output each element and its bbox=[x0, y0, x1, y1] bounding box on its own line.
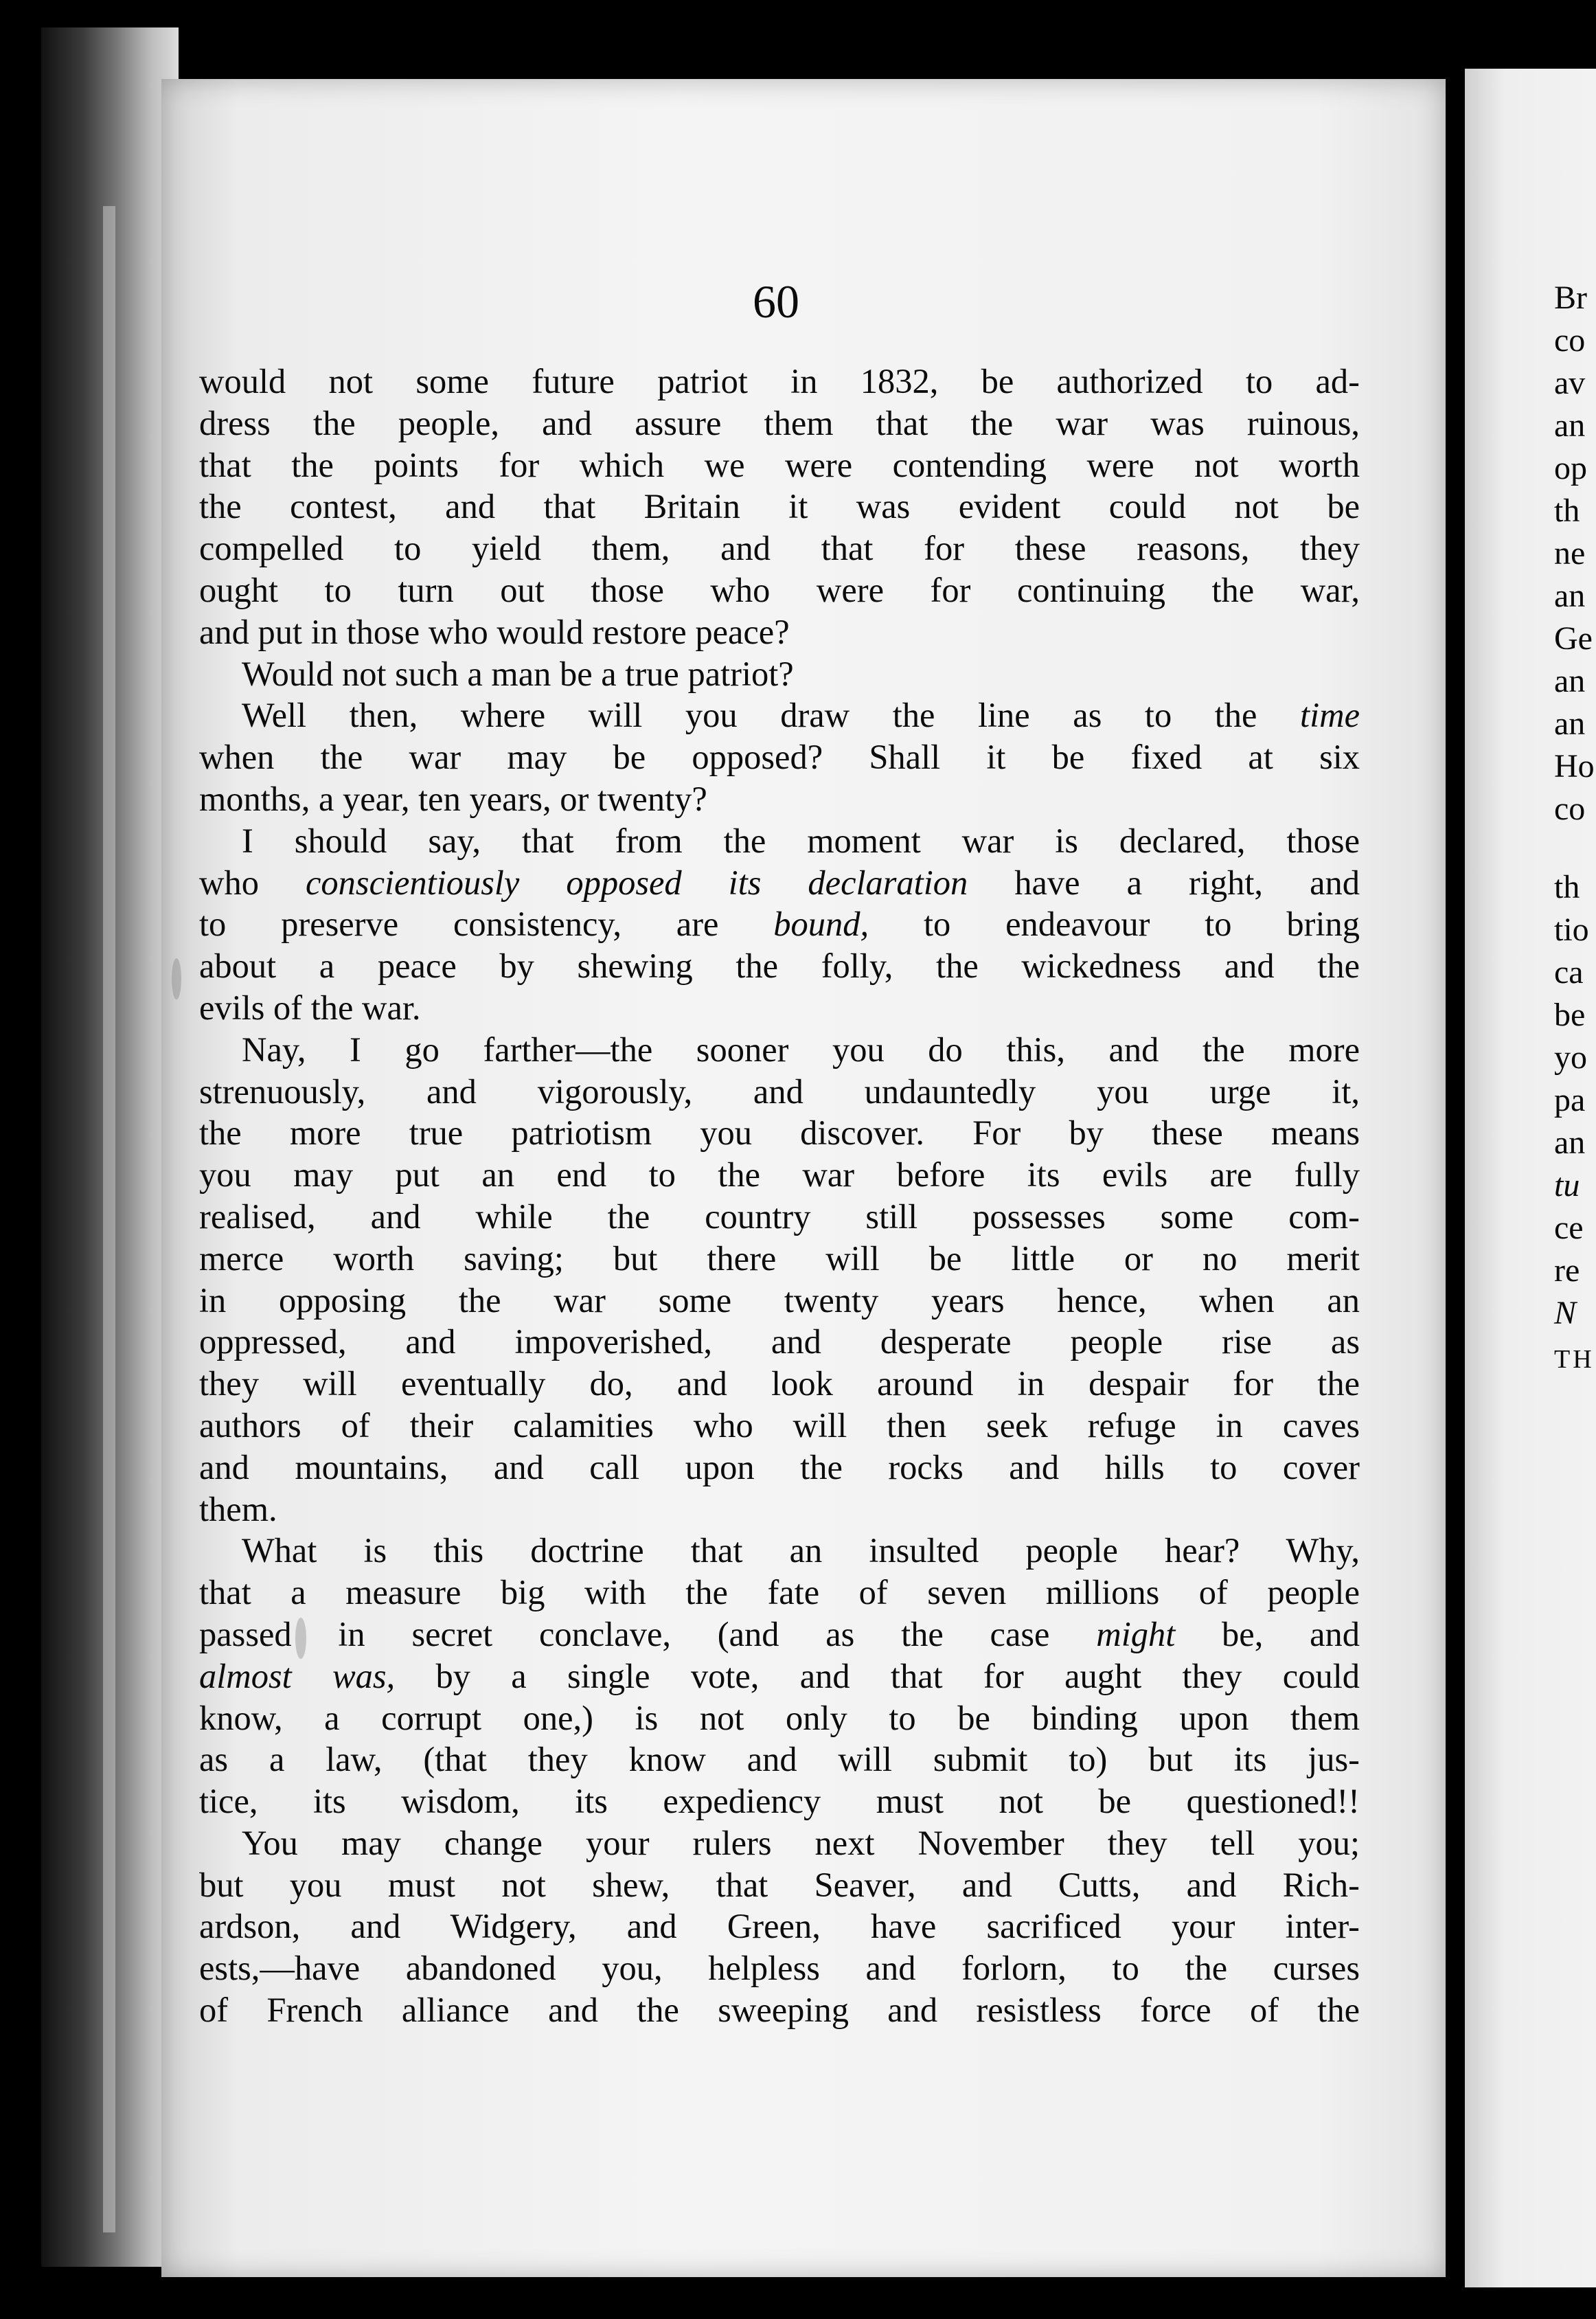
text-line-content: they will eventually do, and look around in despair for the bbox=[199, 1364, 1360, 1403]
text-line-content: and put in those who would restore peace? bbox=[199, 612, 790, 651]
text-line bbox=[199, 1071, 1360, 1113]
italic-phrase: almost was, bbox=[199, 1656, 396, 1695]
adjacent-page-text: an bbox=[1554, 705, 1586, 742]
text-line bbox=[199, 1614, 1360, 1655]
text-line-content: them. bbox=[199, 1489, 277, 1528]
text-line bbox=[199, 736, 1360, 778]
text-line bbox=[199, 1905, 1360, 1947]
page-smudge bbox=[172, 958, 181, 999]
text-line-content: months, a year, ten years, or twenty? bbox=[199, 779, 707, 818]
adjacent-page-text: ce bbox=[1554, 1210, 1584, 1246]
text-line-content: ardson, and Widgery, and Green, have sacrificed your inter- bbox=[199, 1907, 1360, 1946]
text-line-content: when the war may be opposed? Shall it be fixed at six bbox=[199, 738, 1360, 777]
text-line-content: dress the people, and assure them that the war was ruinous, bbox=[199, 403, 1360, 442]
text-line-content: the contest, and that Britain it was evident could not be bbox=[199, 487, 1360, 526]
text-line-content: compelled to yield them, and that for these reasons, they bbox=[199, 529, 1360, 568]
adjacent-page-text: av bbox=[1554, 365, 1586, 401]
text-line-content: who bbox=[199, 863, 306, 902]
text-line bbox=[199, 444, 1360, 486]
adjacent-page-text: be bbox=[1554, 997, 1586, 1033]
text-line-content: and mountains, and call upon the rocks and hills to cover bbox=[199, 1447, 1360, 1486]
text-line-content: by a single vote, and that for aught they could bbox=[395, 1656, 1360, 1695]
text-line-content: to preserve consistency, are bbox=[199, 905, 774, 944]
text-line bbox=[199, 1029, 1360, 1071]
text-line bbox=[199, 1238, 1360, 1280]
adjacent-page-text: tu bbox=[1554, 1167, 1580, 1203]
adjacent-page-text: an bbox=[1554, 407, 1586, 444]
text-line-content: tice, its wisdom, its expediency must not be questioned!! bbox=[199, 1782, 1360, 1821]
text-line bbox=[199, 1655, 1360, 1697]
text-line-content: authors of their calamities who will then seek refuge in caves bbox=[199, 1405, 1360, 1445]
adjacent-page-text: Br bbox=[1554, 280, 1587, 316]
text-line-content: as a law, (that they know and will submit to) but its jus- bbox=[199, 1740, 1360, 1779]
adjacent-page-text: an bbox=[1554, 663, 1586, 699]
text-line bbox=[199, 611, 1360, 653]
adjacent-page-text: co bbox=[1554, 322, 1586, 359]
text-line-content: I should say, that from the moment war is declared, those bbox=[242, 821, 1360, 860]
adjacent-page-text: re bbox=[1554, 1252, 1580, 1289]
adjacent-page-text: tio bbox=[1554, 912, 1589, 948]
text-line-content: have a right, and bbox=[968, 863, 1360, 902]
adjacent-page-text: ca bbox=[1554, 954, 1584, 991]
text-line bbox=[199, 987, 1360, 1029]
text-line-content: Well then, where will you draw the line as to the bbox=[242, 696, 1301, 735]
adjacent-page-text: th bbox=[1554, 869, 1580, 905]
text-line bbox=[199, 1864, 1360, 1906]
adjacent-page-fragment bbox=[1465, 69, 1596, 2287]
text-line-content: in opposing the war some twenty years hence, when an bbox=[199, 1280, 1360, 1320]
text-line-content: oppressed, and impoverished, and desperate people rise as bbox=[199, 1322, 1360, 1361]
text-line-content: passed in secret conclave, (and as the case bbox=[199, 1614, 1097, 1653]
adjacent-page-text: pa bbox=[1554, 1082, 1586, 1118]
page-number: 60 bbox=[753, 275, 799, 328]
text-line-content: ests,—have abandoned you, helpless and forlorn, to the curses bbox=[199, 1949, 1360, 1988]
text-line bbox=[199, 1363, 1360, 1405]
text-line bbox=[199, 778, 1360, 820]
text-line-content: What is this doctrine that an insulted people hear? Why, bbox=[242, 1531, 1360, 1570]
adjacent-page-text: TH bbox=[1554, 1345, 1595, 1374]
text-line bbox=[199, 1739, 1360, 1780]
adjacent-page-text: Ho bbox=[1554, 748, 1595, 784]
adjacent-page-text: an bbox=[1554, 1124, 1586, 1161]
text-line-content: Nay, I go farther—the sooner you do this, and the more bbox=[242, 1030, 1360, 1069]
text-line bbox=[199, 361, 1360, 403]
text-line-content: the more true patriotism you discover. For by these means bbox=[199, 1113, 1360, 1153]
text-line bbox=[199, 1196, 1360, 1238]
page-body-text bbox=[199, 361, 1360, 2031]
text-line bbox=[199, 403, 1360, 444]
text-line-content: would not some future patriot in 1832, be authorized to ad- bbox=[199, 362, 1360, 400]
text-line-content: that the points for which we were contending were not worth bbox=[199, 445, 1360, 484]
text-line bbox=[199, 903, 1360, 945]
text-line bbox=[199, 1489, 1360, 1530]
adjacent-page-text: N bbox=[1554, 1295, 1577, 1331]
adjacent-page-text: th bbox=[1554, 493, 1580, 529]
text-line bbox=[199, 1405, 1360, 1447]
adjacent-page-text: an bbox=[1554, 578, 1586, 614]
text-line bbox=[199, 1989, 1360, 2031]
text-line bbox=[199, 1947, 1360, 1989]
text-line-content: about a peace by shewing the folly, the wickedness and the bbox=[199, 947, 1360, 986]
text-line bbox=[199, 820, 1360, 862]
text-line-content: realised, and while the country still possesses some com- bbox=[199, 1197, 1360, 1236]
text-line-content: but you must not shew, that Seaver, and Cutts, and Rich- bbox=[199, 1865, 1360, 1904]
text-line bbox=[199, 1447, 1360, 1489]
text-line-content: of French alliance and the sweeping and resistless force of the bbox=[199, 1991, 1360, 2030]
text-line-content: You may change your rulers next November they tell you; bbox=[242, 1823, 1360, 1862]
adjacent-page-text: ne bbox=[1554, 535, 1586, 572]
text-line-content: Would not such a man be a true patriot? bbox=[242, 654, 794, 693]
text-line bbox=[199, 1530, 1360, 1572]
text-line bbox=[199, 694, 1360, 736]
text-line bbox=[199, 528, 1360, 569]
text-line bbox=[199, 653, 1360, 695]
page-gutter bbox=[1446, 55, 1465, 2281]
text-line bbox=[199, 1280, 1360, 1322]
text-line bbox=[199, 862, 1360, 904]
adjacent-page-text: Ge bbox=[1554, 620, 1593, 657]
text-line-content: evils of the war. bbox=[199, 988, 421, 1027]
text-line-content: strenuously, and vigorously, and undauntedly you urge it, bbox=[199, 1072, 1360, 1111]
text-line-content: merce worth saving; but there will be little or no merit bbox=[199, 1238, 1360, 1278]
book-edge-highlight bbox=[103, 206, 115, 2232]
text-line bbox=[199, 1154, 1360, 1196]
italic-phrase: conscientiously opposed its declaration bbox=[306, 863, 968, 902]
text-line bbox=[199, 1112, 1360, 1154]
text-line bbox=[199, 1572, 1360, 1614]
adjacent-page-text: yo bbox=[1554, 1039, 1587, 1076]
text-line bbox=[199, 1697, 1360, 1739]
text-line-content: ought to turn out those who were for continuing the war, bbox=[199, 570, 1360, 609]
text-line bbox=[199, 569, 1360, 611]
italic-phrase: might bbox=[1096, 1614, 1176, 1653]
text-line bbox=[199, 945, 1360, 987]
text-line-content: be, and bbox=[1175, 1614, 1360, 1653]
text-line bbox=[199, 1822, 1360, 1864]
text-line bbox=[199, 1780, 1360, 1822]
adjacent-page-text: op bbox=[1554, 450, 1587, 486]
italic-phrase: time bbox=[1300, 696, 1360, 735]
text-line-content: that a measure big with the fate of seven millions of people bbox=[199, 1573, 1360, 1612]
text-line bbox=[199, 486, 1360, 528]
italic-phrase: bound, bbox=[773, 905, 869, 944]
text-line-content: to endeavour to bring bbox=[869, 905, 1360, 944]
text-line-content: know, a corrupt one,) is not only to be binding upon them bbox=[199, 1698, 1360, 1737]
text-line bbox=[199, 1321, 1360, 1363]
text-line-content: you may put an end to the war before its evils are fully bbox=[199, 1155, 1360, 1195]
adjacent-page-text: co bbox=[1554, 791, 1586, 827]
